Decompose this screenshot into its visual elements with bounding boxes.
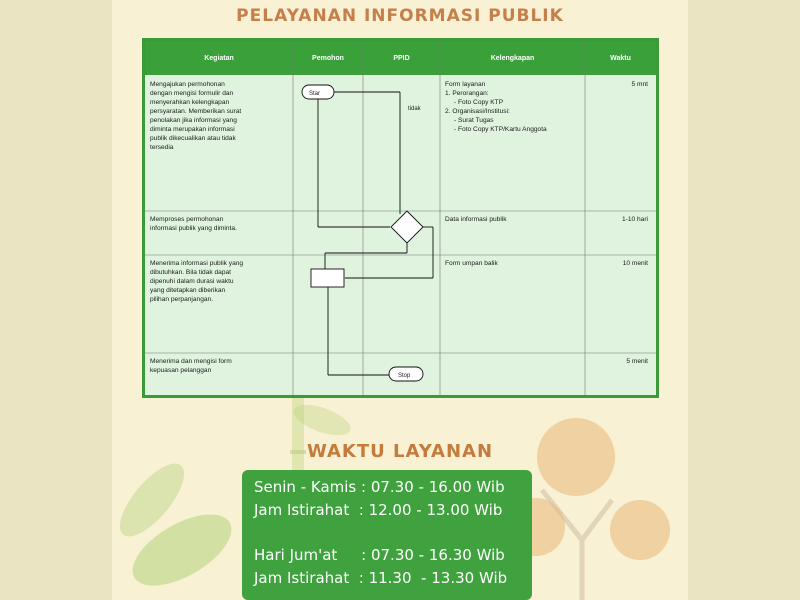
row2-waktu: 1-10 hari (621, 216, 648, 223)
poster (112, 0, 688, 600)
row3-kelengkapan: Form umpan balik (445, 260, 498, 267)
right-margin-panel (688, 0, 800, 600)
waktu-layanan-title: WAKTU LAYANAN (306, 441, 494, 462)
hours-row-senin-kamis: Senin - Kamis : 07.30 - 16.00 Wib (254, 478, 505, 496)
header-kegiatan: Kegiatan (204, 54, 234, 62)
flow-start-label: Star (309, 91, 321, 97)
orange-circle-decoration (610, 500, 670, 560)
hours-row-istirahat-2: Jam Istirahat : 11.30 - 13.30 Wib (254, 569, 508, 587)
row1-waktu: 5 mnt (631, 81, 648, 88)
row1-kegiatan: Mengajukan permohonan dengan mengisi formulir dan menyerahkan kelengkapan persyaratan. Memberikan surat penolakan jika informasi yang diminta merupakan informasi publik dikecualikan atau tidak tersedia (150, 81, 242, 151)
header-pemohon: Pemohon (312, 54, 344, 62)
hours-row-istirahat-1: Jam Istirahat : 12.00 - 13.00 Wib (254, 501, 503, 519)
service-hours-box (242, 470, 532, 600)
row3-kegiatan: Menerima informasi publik yang dibutuhkan. Bila tidak dapat dipenuhi dalam durasi waktu yang ditetapkan diberikan pilihan perpanjangan. (150, 260, 244, 303)
flow-stop-label: Stop (398, 373, 411, 379)
flow-decision-no-label: tidak (408, 106, 421, 112)
header-ppid: PPID (393, 54, 410, 62)
left-margin-panel (0, 0, 112, 600)
row3-waktu: 10 menit (622, 260, 648, 267)
row4-waktu: 5 menit (626, 358, 648, 365)
row2-kelengkapan: Data informasi publik (445, 216, 507, 223)
header-waktu: Waktu (610, 54, 631, 62)
flow-table (142, 38, 659, 398)
row4-kegiatan: Menerima dan mengisi form kepuasan pelanggan (150, 358, 232, 374)
row2-kegiatan: Memproses permohonan informasi publik yang diminta. (150, 216, 237, 232)
hours-row-jumat: Hari Jum'at : 07.30 - 16.30 Wib (254, 546, 505, 564)
header-kelengkapan: Kelengkapan (490, 54, 535, 62)
poster-title: PELAYANAN INFORMASI PUBLIK (236, 6, 564, 26)
row1-kelengkapan: Form layanan 1. Perorangan: - Foto Copy KTP 2. Organisasi/Institusi: - Surat Tugas - Foto Copy KTP/Kartu Anggota (445, 81, 547, 133)
